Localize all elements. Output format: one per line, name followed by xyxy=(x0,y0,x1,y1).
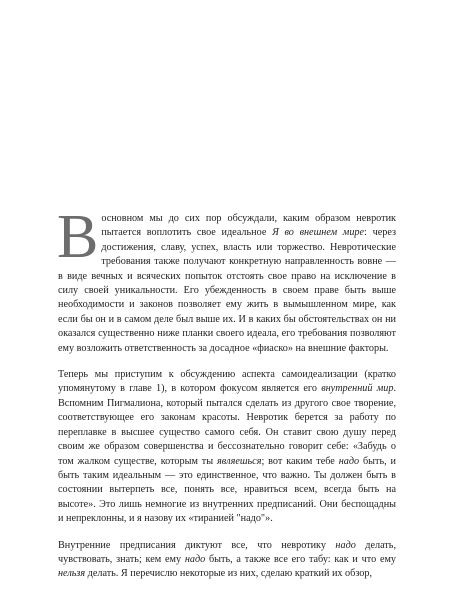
paragraph-3 xyxy=(58,539,396,582)
text-run: делать, чувствовать, знать; кем ему xyxy=(58,539,396,565)
italic-text-run: являешься xyxy=(217,455,262,467)
text-run: "надо" xyxy=(236,513,266,525)
italic-text-run: надо xyxy=(184,553,206,565)
page-body xyxy=(57,203,397,582)
italic-text-run: нельзя xyxy=(58,568,86,580)
text-run: : через достижения, славу, успех, власть или торжество. Невротические требования также получают конкретную направленность вовне — в виде вечных и всяческих попыток отстоять свое право на исключение в силу своей уникальности. Его убежденность в своем праве быть выше необходимости и законов позволяет ему жить в вымышленном мире, как если бы он и в самом деле был выше их. И в каких бы обстоятельствах он ни оказался существенно ниже планки своего идеала, его требования позволяют ему возложить ответственность за досадное «фиаско» на внешние факторы. xyxy=(58,227,396,354)
text-run: делать. Я перечислю некоторые из них, сделаю краткий их обзор, xyxy=(85,568,373,580)
text-run: ; вот каким тебе xyxy=(261,455,339,467)
text-run: Внутренние предписания диктуют все, что невротику xyxy=(58,539,336,551)
text-run: Теперь мы приступим к обсуждению аспекта самоидеализации (кратко упомянутому в главе 1), в котором фокусом является его xyxy=(58,369,396,395)
text-run: ». xyxy=(265,513,273,525)
italic-text-run: Я во внешнем мире xyxy=(272,227,365,239)
italic-text-run: надо xyxy=(335,539,356,551)
text-run: . Вспомним Пигмалиона, который пытался сделать из другого свое творение, соответствующее его законам красоты. Невротик берется за работу по переплавке в высшее существо самого себя. Он ставит свою душу перед своим же образом совершенства и бессознательно говорит себе: «Забудь о том жалком существе, которым ты xyxy=(58,383,396,467)
paragraph-1 xyxy=(57,203,396,356)
drop-cap: В xyxy=(57,203,99,271)
text-run: быть, и быть таким идеальным — это единственное, что важно. Ты должен быть в состоянии вытерпеть все, понять все, нравиться всем, всегда быть на высоте». Это лишь немногие из внутренних предписаний. Они беспощадны и непреклонны, и я назову их «тиранией xyxy=(58,455,397,525)
italic-text-run: надо xyxy=(338,455,360,467)
italic-text-run: внутренний мир xyxy=(321,383,394,395)
text-run: быть, а также все его табу: как и что ему xyxy=(205,553,396,565)
text-run: основном мы до сих пор обсуждали, каким образом невротик пытается воплотить свое идеальное xyxy=(101,213,396,239)
paragraph-2 xyxy=(58,368,396,526)
